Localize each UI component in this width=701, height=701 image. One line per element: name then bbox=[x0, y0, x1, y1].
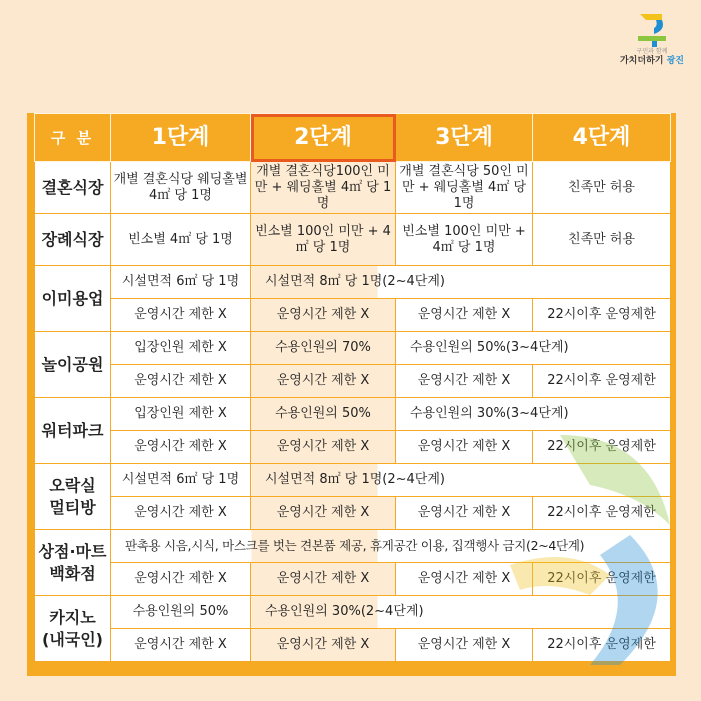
cell: 운영시간 제한 X bbox=[111, 629, 251, 662]
table-row bbox=[35, 629, 671, 662]
table-row bbox=[35, 530, 671, 563]
cell: 운영시간 제한 X bbox=[251, 563, 396, 596]
cell: 운영시간 제한 X bbox=[396, 563, 533, 596]
cell: 친족만 허용 bbox=[533, 162, 671, 214]
table-row bbox=[35, 497, 671, 530]
row-category: 워터파크 bbox=[35, 398, 111, 464]
cell: 운영시간 제한 X bbox=[251, 365, 396, 398]
table-row bbox=[35, 596, 671, 629]
row-category-line1: 카지노 bbox=[49, 607, 96, 627]
header-level-2-highlighted: 2단계 bbox=[251, 114, 396, 162]
table-row bbox=[35, 266, 671, 299]
row-category: 놀이공원 bbox=[35, 332, 111, 398]
cell: 입장인원 제한 X bbox=[111, 398, 251, 431]
table-row bbox=[35, 431, 671, 464]
header-category: 구 분 bbox=[35, 114, 111, 162]
cell-span: 수용인원의 30%(2~4단계) bbox=[251, 596, 671, 629]
cell: 운영시간 제한 X bbox=[251, 497, 396, 530]
cell: 입장인원 제한 X bbox=[111, 332, 251, 365]
row-category-line1: 오락실 bbox=[49, 475, 96, 495]
logo-slogan: 구민과 함께 bbox=[636, 48, 668, 55]
cell: 수용인원의 50% bbox=[251, 398, 396, 431]
cell: 친족만 허용 bbox=[533, 214, 671, 266]
cell: 개별 결혼식당 웨딩홀별 4㎡ 당 1명 bbox=[111, 162, 251, 214]
cell-span: 수용인원의 50%(3~4단계) bbox=[396, 332, 671, 365]
logo-brand-name: 광진 bbox=[666, 56, 684, 66]
cell: 운영시간 제한 X bbox=[111, 497, 251, 530]
row-category: 이미용업 bbox=[35, 266, 111, 332]
cell-span: 수용인원의 30%(3~4단계) bbox=[396, 398, 671, 431]
cell: 운영시간 제한 X bbox=[251, 431, 396, 464]
row-category bbox=[35, 596, 111, 662]
logo-brand-prefix: 가치더하기 bbox=[619, 56, 664, 66]
table-row bbox=[35, 365, 671, 398]
cell: 22시이후 운영제한 bbox=[533, 431, 671, 464]
gwangjin-logo bbox=[610, 8, 694, 70]
cell: 운영시간 제한 X bbox=[251, 299, 396, 332]
table-row bbox=[35, 398, 671, 431]
cell: 시설면적 6㎡ 당 1명 bbox=[111, 464, 251, 497]
cell: 운영시간 제한 X bbox=[396, 629, 533, 662]
table-row bbox=[35, 214, 671, 266]
table-row bbox=[35, 162, 671, 214]
cell-span: 판촉용 시음,시식, 마스크를 벗는 견본품 제공, 휴게공간 이용, 집객행사 금지(2~4단계) bbox=[111, 530, 671, 563]
cell: 빈소별 100인 미만 + 4㎡ 당 1명 bbox=[396, 214, 533, 266]
cell: 운영시간 제한 X bbox=[396, 497, 533, 530]
cell-span: 시설면적 8㎡ 당 1명(2~4단계) bbox=[251, 464, 671, 497]
gwangjin-emblem-icon bbox=[632, 8, 672, 48]
row-category-line2: 백화점 bbox=[49, 563, 96, 583]
cell: 운영시간 제한 X bbox=[111, 563, 251, 596]
row-category: 결혼식장 bbox=[35, 162, 111, 214]
header-level-4: 4단계 bbox=[533, 114, 671, 162]
logo-brand bbox=[610, 56, 694, 67]
header-level-1: 1단계 bbox=[111, 114, 251, 162]
table-row bbox=[35, 332, 671, 365]
cell: 시설면적 6㎡ 당 1명 bbox=[111, 266, 251, 299]
cell: 운영시간 제한 X bbox=[111, 431, 251, 464]
table-row bbox=[35, 563, 671, 596]
row-category-line2: 멀티방 bbox=[49, 497, 96, 517]
cell: 운영시간 제한 X bbox=[396, 431, 533, 464]
row-category bbox=[35, 530, 111, 596]
cell: 개별 결혼식당 50인 미만 + 웨딩홀별 4㎡ 당 1명 bbox=[396, 162, 533, 214]
row-category-line2: (내국인) bbox=[42, 629, 103, 649]
cell: 운영시간 제한 X bbox=[111, 365, 251, 398]
cell-span: 시설면적 8㎡ 당 1명(2~4단계) bbox=[251, 266, 671, 299]
cell: 22시이후 운영제한 bbox=[533, 299, 671, 332]
cell: 개별 결혼식당100인 미만 + 웨딩홀별 4㎡ 당 1명 bbox=[251, 162, 396, 214]
cell: 22시이후 운영제한 bbox=[533, 365, 671, 398]
cell: 운영시간 제한 X bbox=[251, 629, 396, 662]
cell: 빈소별 4㎡ 당 1명 bbox=[111, 214, 251, 266]
cell: 운영시간 제한 X bbox=[396, 299, 533, 332]
cell: 수용인원의 70% bbox=[251, 332, 396, 365]
row-category: 장례식장 bbox=[35, 214, 111, 266]
table-row bbox=[35, 299, 671, 332]
cell: 빈소별 100인 미만 + 4㎡ 당 1명 bbox=[251, 214, 396, 266]
cell: 수용인원의 50% bbox=[111, 596, 251, 629]
cell: 운영시간 제한 X bbox=[111, 299, 251, 332]
table-row bbox=[35, 464, 671, 497]
row-category-line1: 상점·마트 bbox=[38, 541, 107, 561]
table-header-row bbox=[35, 114, 671, 162]
cell: 22시이후 운영제한 bbox=[533, 629, 671, 662]
cell: 22시이후 운영제한 bbox=[533, 497, 671, 530]
cell: 운영시간 제한 X bbox=[396, 365, 533, 398]
header-level-3: 3단계 bbox=[396, 114, 533, 162]
distancing-rules-table bbox=[34, 113, 671, 662]
cell: 22시이후 운영제한 bbox=[533, 563, 671, 596]
row-category bbox=[35, 464, 111, 530]
